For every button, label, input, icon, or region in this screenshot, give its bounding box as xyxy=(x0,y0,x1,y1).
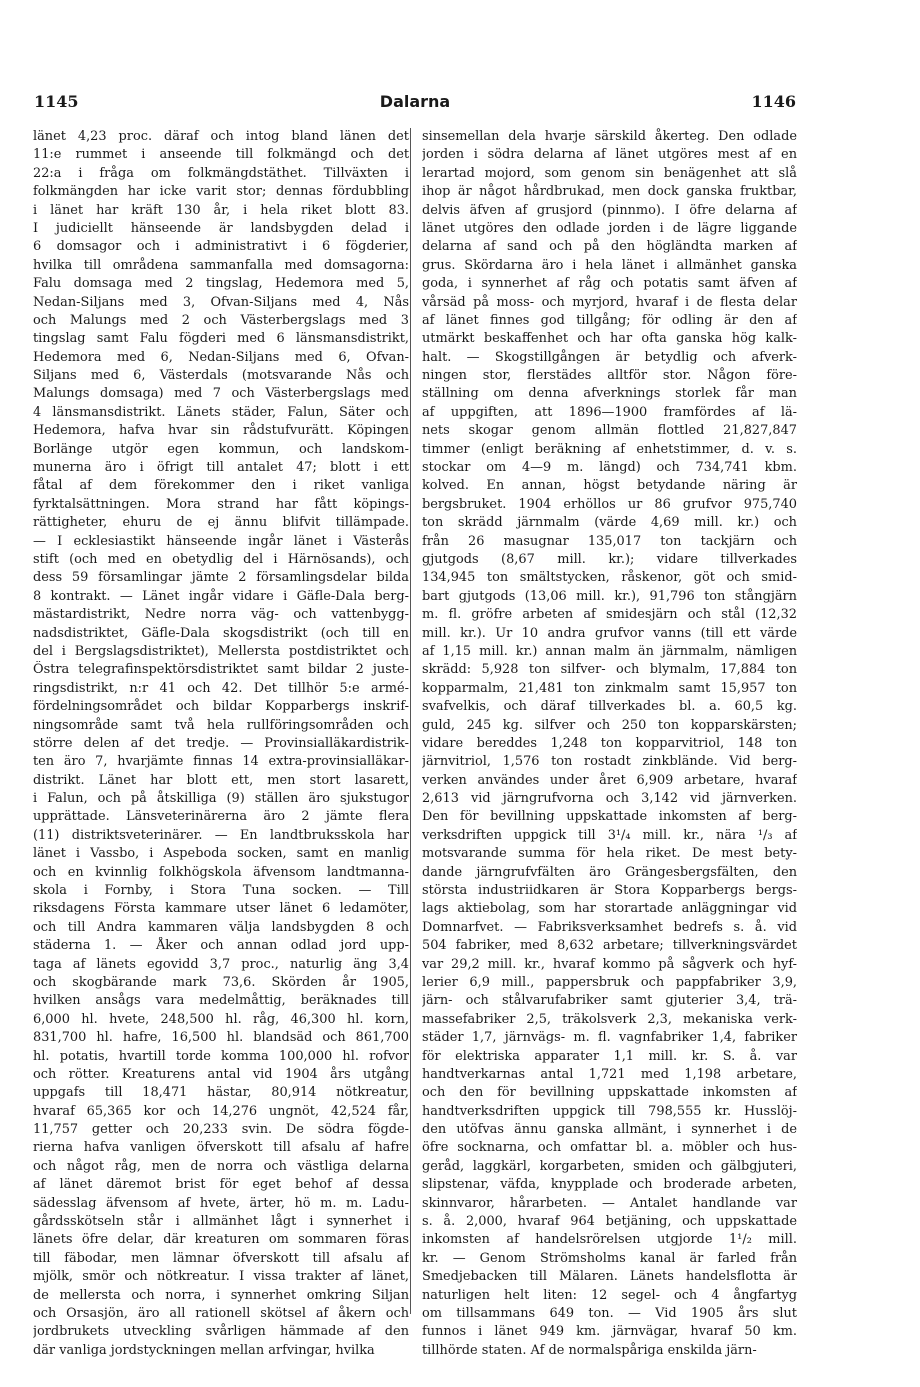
text-line: skinnvaror, hårarbeten. — Antalet handlande var xyxy=(422,1195,797,1211)
text-line: uppgafs till 18,471 hästar, 80,914 nötkreatur, xyxy=(33,1085,409,1101)
text-line: Nedan-Siljans med 3, Ofvan-Siljans med 4, Nås xyxy=(33,294,409,310)
text-line: grus. Skördarna äro i hela länet i allmänhet ganska xyxy=(422,257,797,273)
text-line: Malungs domsaga) med 7 och Västerbergslags med xyxy=(33,386,409,402)
text-line: länet utgöres den odlade jorden i de lägre liggande xyxy=(422,220,797,236)
text-line: och rötter. Kreaturens antal vid 1904 års utgång xyxy=(33,1066,409,1082)
text-line: skola i Fornby, i Stora Tuna socken. — Till xyxy=(33,883,409,899)
text-line: till fäbodar, men lämnar öfverskott till afsalu af xyxy=(33,1250,409,1266)
text-line: riksdagens Första kammare utser länet 6 ledamöter, xyxy=(33,901,409,917)
text-line: I judiciellt hänseende är landsbygden delad i xyxy=(33,220,409,236)
text-line: af länet finnes god tillgång; för odling är den af xyxy=(422,312,797,328)
text-line: ten äro 7, hvarjämte finnas 14 extra-provinsialläkar- xyxy=(33,754,409,770)
text-line: ringsdistrikt, n:r 41 och 42. Det tillhör 5:e armé- xyxy=(33,680,409,696)
text-line: tingslag samt Falu fögderi med 6 länsmansdistrikt, xyxy=(33,331,409,347)
text-line: kopparmalm, 21,481 ton zinkmalm samt 15,957 ton xyxy=(422,680,797,696)
text-line: den utöfvas ännu ganska allmänt, i synnerhet i de xyxy=(422,1122,797,1138)
text-line: nadsdistriktet, Gäfle-Dala skogsdistrikt (och till en xyxy=(33,625,409,641)
text-line: verksdriften uppgick till 3¹/₄ mill. kr., nära ¹/₃ af xyxy=(422,827,797,843)
text-line: 2,613 vid järngrufvorna och 3,142 vid järnverken. xyxy=(422,791,797,807)
text-line: funnos i länet 949 km. järnvägar, hvaraf 50 km. xyxy=(422,1324,797,1340)
text-line: verken användes under året 6,909 arbetare, hvaraf xyxy=(422,772,797,788)
text-line: hvilka till områdena sammanfalla med domsagorna: xyxy=(33,257,409,273)
text-line: var 29,2 mill. kr., hvaraf kommo på sågverk och hyf- xyxy=(422,956,797,972)
text-line: öfre socknarna, och omfattar bl. a. möbler och hus- xyxy=(422,1140,797,1156)
text-line: 8 kontrakt. — Länet ingår vidare i Gäfle-Dala berg- xyxy=(33,588,409,604)
text-line: länets öfre delar, där kreaturen om sommaren föras xyxy=(33,1232,409,1248)
text-line: 134,945 ton smältstycken, råskenor, göt och smid- xyxy=(422,570,797,586)
text-line: och skogbärande mark 73,6. Skörden år 1905, xyxy=(33,974,409,990)
text-line: munerna äro i öfrigt till antalet 47; blott i ett xyxy=(33,460,409,476)
running-title: Dalarna xyxy=(379,92,451,111)
text-line: 11:e rummet i anseende till folkmängd och det xyxy=(33,147,409,163)
text-line: Smedjebacken till Mälaren. Länets handelsflotta är xyxy=(422,1269,797,1285)
text-line: 22:a i fråga om folkmängdstäthet. Tillväxten i xyxy=(33,165,409,181)
text-line: större delen af det tredje. — Provinsialläkardistrik- xyxy=(33,735,409,751)
page-number-left: 1145 xyxy=(34,92,79,111)
text-line: rättigheter, ehuru de ej ännu blifvit tillämpade. xyxy=(33,515,409,531)
text-line: fåtal af dem förekommer den i riket vanliga xyxy=(33,478,409,494)
text-line: och Orsasjön, äro all rationell skötsel af åkern och xyxy=(33,1306,409,1321)
text-line: om tillsammans 649 ton. — Vid 1905 års slut xyxy=(422,1306,797,1321)
text-line: hl. potatis, hvartill torde komma 100,000 hl. rofvor xyxy=(33,1048,409,1064)
text-line: lags aktiebolag, som har storartade anläggningar vid xyxy=(422,901,797,917)
text-line: inkomsten af handelsrörelsen utgjorde 1¹/₂ mill. xyxy=(422,1232,797,1248)
text-line: städer 1,7, järnvägs- m. fl. vagnfabriker 1,4, fabriker xyxy=(422,1030,797,1046)
text-line: fördelningsområdet och bildar Kopparbergs inskrif- xyxy=(33,699,409,715)
text-line: Hedemora, hafva hvar sin rådstufvurätt. Köpingen xyxy=(33,423,409,439)
text-line: och något råg, men de norra och västliga delarna xyxy=(33,1158,409,1174)
text-line: bergsbruket. 1904 erhöllos ur 86 grufvor 975,740 xyxy=(422,496,797,512)
text-line: länet i Vassbo, i Aspeboda socken, samt en manlig xyxy=(33,846,409,862)
text-line: gårdsskötseln står i allmänhet lågt i synnerhet i xyxy=(33,1214,409,1230)
text-line: delvis äfven af grusjord (pinnmo). I öfre delarna af xyxy=(422,202,797,218)
text-line: bart gjutgods (13,06 mill. kr.), 91,796 ton stångjärn xyxy=(422,588,797,604)
text-line: motsvarande summa för hela riket. De mest bety- xyxy=(422,846,797,862)
text-line: stift (och med en obetydlig del i Härnösands), och xyxy=(33,551,409,567)
text-line: rierna hafva vanligen öfverskott till afsalu af hafre xyxy=(33,1140,409,1156)
page-number-right: 1146 xyxy=(751,92,796,111)
text-line: del i Bergslagsdistriktet), Mellersta postdistriktet och xyxy=(33,643,409,659)
text-line: geråd, laggkärl, korgarbeten, smiden och gälbgjuteri, xyxy=(422,1158,797,1174)
text-line: timmer (enligt beräkning af enhetstimmer, d. v. s. xyxy=(422,441,797,457)
text-line: jordbrukets utveckling svårligen hämmade af den xyxy=(33,1324,409,1340)
text-line: skrädd: 5,928 ton silfver- och blymalm, 17,884 ton xyxy=(422,662,797,678)
text-line: mill. kr.). Ur 10 andra grufvor vanns (till ett värde xyxy=(422,625,797,641)
text-line: Siljans med 6, Västerdals (motsvarande Nås och xyxy=(33,368,409,384)
text-line: — I ecklesiastikt hänseende ingår länet i Västerås xyxy=(33,533,409,549)
text-line: svafvelkis, och däraf tillverkades bl. a. 60,5 kg. xyxy=(422,699,797,715)
text-line: vidare bereddes 1,248 ton kopparvitriol, 148 ton xyxy=(422,735,797,751)
text-line: ton skrädd järnmalm (värde 4,69 mill. kr.) och xyxy=(422,515,797,531)
text-line: i Falun, och på åtskilliga (9) ställen äro sjukstugor xyxy=(33,791,409,807)
text-line: handtverkarnas antal 1,721 med 1,198 arbetare, xyxy=(422,1066,797,1082)
text-line: ställning om denna afverknings storlek får man xyxy=(422,386,797,402)
text-line: och till Andra kammaren välja landsbygden 8 och xyxy=(33,919,409,935)
text-line: m. fl. gröfre arbeten af smidesjärn och stål (12,32 xyxy=(422,607,797,623)
text-line: handtverksdriften uppgick till 798,555 kr. Husslöj- xyxy=(422,1103,797,1119)
text-line: lerier 6,9 mill., pappersbruk och pappfabriker 3,9, xyxy=(422,974,797,990)
text-line: Domnarfvet. — Fabriksverksamhet bedrefs s. å. vid xyxy=(422,919,797,935)
text-line: järnvitriol, 1,576 ton rostadt zinkblände. Vid berg- xyxy=(422,754,797,770)
text-line: jorden i södra delarna af länet utgöres mest af en xyxy=(422,147,797,163)
text-line: utmärkt beskaffenhet och har ofta ganska hög kalk- xyxy=(422,331,797,347)
text-line: 504 fabriker, med 8,632 arbetare; tillverkningsvärdet xyxy=(422,938,797,954)
text-line: ihop är något hårdbrukad, men dock ganska fruktbar, xyxy=(422,184,797,200)
text-line: massefabriker 2,5, träkolsverk 2,3, mekaniska verk- xyxy=(422,1011,797,1027)
text-line: goda, i synnerhet af råg och potatis samt äfven af xyxy=(422,276,797,292)
text-line: städerna 1. — Åker och annan odlad jord upp- xyxy=(33,938,409,954)
right-text-column xyxy=(422,128,797,1360)
text-line: från 26 masugnar 135,017 ton tackjärn och xyxy=(422,533,797,549)
text-line: de mellersta och norra, i synnerhet omkring Siljan xyxy=(33,1287,409,1303)
text-line: folkmängden har icke varit stor; dennas fördubbling xyxy=(33,184,409,200)
text-line: hvaraf 65,365 kor och 14,276 ungnöt, 42,524 får, xyxy=(33,1103,409,1119)
text-line: s. å. 2,000, hvaraf 964 betjäning, och uppskattade xyxy=(422,1214,797,1230)
text-line: nets skogar genom allmän flottled 21,827,847 xyxy=(422,423,797,439)
text-line: Den för bevillning uppskattade inkomsten af berg- xyxy=(422,809,797,825)
left-text-column xyxy=(33,128,409,1360)
text-line: och en kvinnlig folkhögskola äfvensom landtmanna- xyxy=(33,864,409,880)
text-line: distrikt. Länet har blott ett, men stort lasarett, xyxy=(33,772,409,788)
text-line: för elektriska apparater 1,1 mill. kr. S. å. var xyxy=(422,1048,797,1064)
text-line: och Malungs med 2 och Västerbergslags med 3 xyxy=(33,312,409,328)
text-line: upprättade. Länsveterinärerna äro 2 jämte flera xyxy=(33,809,409,825)
text-line: lerartad mojord, som genom sin benägenhet att slå xyxy=(422,165,797,181)
text-line: 6 domsagor och i administrativt i 6 fögderier, xyxy=(33,239,409,255)
text-line: gjutgods (8,67 mill. kr.); vidare tillverkades xyxy=(422,551,797,567)
text-line: kr. — Genom Strömsholms kanal är farled från xyxy=(422,1250,797,1266)
text-line: (11) distriktsveterinärer. — En landtbruksskola har xyxy=(33,827,409,843)
text-line: tillhörde staten. Af de normalspåriga enskilda järn- xyxy=(422,1342,757,1358)
text-line: guld, 245 kg. silfver och 250 ton kopparskärsten; xyxy=(422,717,797,733)
text-line: af uppgiften, att 1896—1900 framfördes af lä- xyxy=(422,404,797,420)
text-line: halt. — Skogstillgången är betydlig och afverk- xyxy=(422,349,797,365)
text-line: Hedemora med 6, Nedan-Siljans med 6, Ofvan- xyxy=(33,349,409,365)
text-line: länet 4,23 proc. däraf och intog bland länen det xyxy=(33,129,409,144)
text-line: naturligen helt liten: 12 segel- och 4 ångfartyg xyxy=(422,1287,797,1303)
text-line: ningsområde samt två hela rullföringsområden och xyxy=(33,717,409,733)
column-divider xyxy=(410,128,411,1314)
text-line: 6,000 hl. hvete, 248,500 hl. råg, 46,300 hl. korn, xyxy=(33,1011,409,1027)
text-line: mjölk, smör och nötkreatur. I vissa trakter af länet, xyxy=(33,1269,409,1285)
text-line: Borlänge utgör egen kommun, och landskom- xyxy=(33,441,409,457)
text-line: 831,700 hl. hafre, 16,500 hl. blandsäd och 861,700 xyxy=(33,1030,409,1046)
text-line: där vanliga jordstyckningen mellan arfvingar, hvilka xyxy=(33,1342,375,1358)
text-line: mästardistrikt, Nedre norra väg- och vattenbygg- xyxy=(33,607,409,623)
text-line: dande järngrufvfälten äro Grängesbergsfälten, den xyxy=(422,864,797,880)
text-line: ningen stor, flerstädes alltför stor. Någon före- xyxy=(422,368,797,384)
text-line: fyrktalsättningen. Mora strand har fått köpings- xyxy=(33,496,409,512)
text-line: vårsäd på moss- och myrjord, hvaraf i de flesta delar xyxy=(422,294,797,310)
text-line: af 1,15 mill. kr.) annan malm än järnmalm, nämligen xyxy=(422,643,797,659)
text-line: järn- och stålvarufabriker samt gjuterier 3,4, trä- xyxy=(422,993,797,1009)
text-line: Östra telegrafinspektörsdistriktet samt bildar 2 juste- xyxy=(33,662,409,678)
text-line: af länet däremot brist för eget behof af dessa xyxy=(33,1177,409,1193)
text-line: delarna af sand och på den högländta marken af xyxy=(422,239,797,255)
text-line: Falu domsaga med 2 tingslag, Hedemora med 5, xyxy=(33,276,409,292)
text-line: största industriidkaren är Stora Kopparbergs bergs- xyxy=(422,883,797,899)
text-line: stockar om 4—9 m. längd) och 734,741 kbm. xyxy=(422,460,797,476)
text-line: taga af länets egovidd 3,7 proc., naturlig äng 3,4 xyxy=(33,956,409,972)
text-line: sädesslag äfvensom af hvete, ärter, hö m. m. Ladu- xyxy=(33,1195,409,1211)
text-line: 4 länsmansdistrikt. Länets städer, Falun, Säter och xyxy=(33,404,409,420)
text-line: slipstenar, väfda, knypplade och broderade arbeten, xyxy=(422,1177,797,1193)
running-header xyxy=(34,92,796,116)
text-line: i länet har kräft 130 år, i hela riket blott 83. xyxy=(33,202,409,218)
text-line: 11,757 getter och 20,233 svin. De södra fögde- xyxy=(33,1122,409,1138)
text-line: hvilken ansågs vara medelmåttig, beräknades till xyxy=(33,993,409,1009)
text-line: och den för bevillning uppskattade inkomsten af xyxy=(422,1085,797,1101)
text-line: dess 59 församlingar jämte 2 församlingsdelar bilda xyxy=(33,570,409,586)
text-line: kolved. En annan, högst betydande näring är xyxy=(422,478,797,494)
text-line: sinsemellan dela hvarje särskild åkerteg. Den odlade xyxy=(422,129,797,144)
